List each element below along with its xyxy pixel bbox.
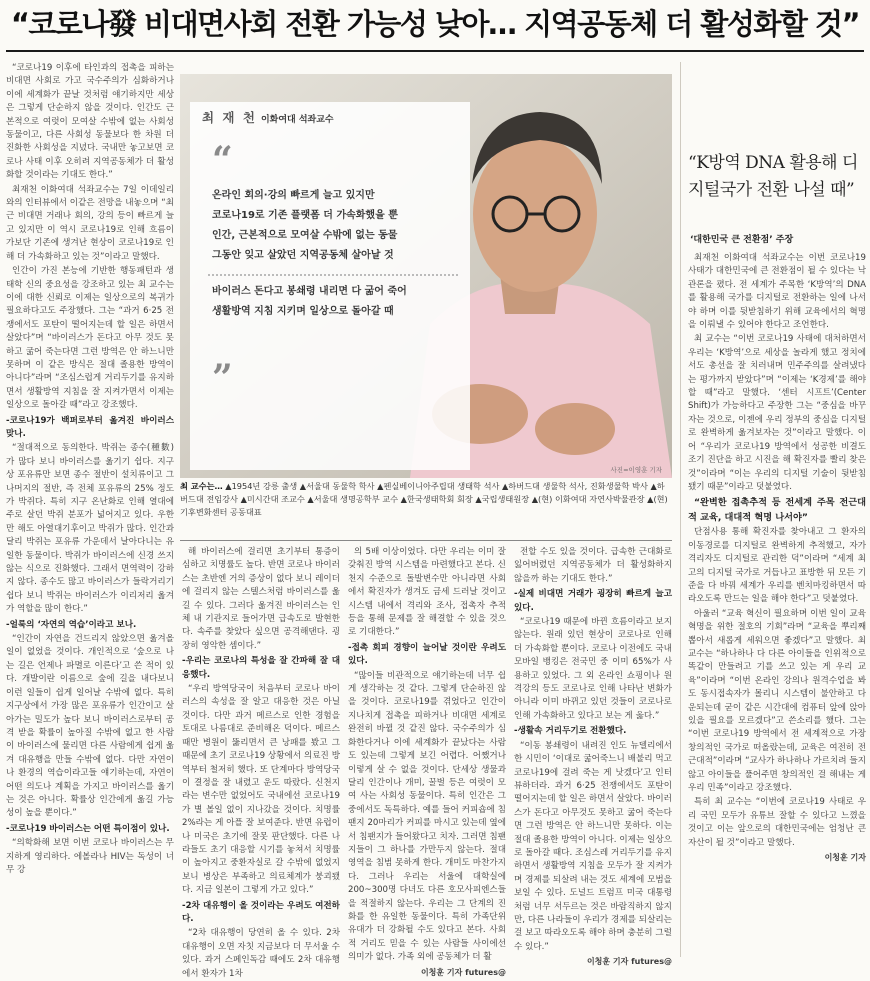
paragraph: 해 바이러스에 걸리면 초기부터 통증이 심하고 치명률도 높다. 반면 코로나 바이러스는 초반엔 거의 증상이 없다 보니 레이더에 걸리지 않는 스텔스처럼 바이러스를 옮길 수 있다. 그러다 옮겨진 바이러스는 인체 내 기관지로 들어가면 급속도로 발현한다. 속주를 찾았다 싶으면 공격해댄다. 굉장히 영악한 셈이다.” <box>182 547 340 651</box>
paragraph: “우리 방역당국이 처음부터 코로나 바이러스의 속성을 잘 알고 대응한 것은 아닐 것이다. 다만 과거 메르스로 인한 경험을 토대로 나름대로 준비해온 덕이다. 메르스 때만 병원이 뚫리면서 큰 낭패를 봤고 그 때문에 초기 코로나19 상황에서 의료진 방역부터 철저히 했다. 또 단계마다 방역당국이 결정을 잘 내렸고 운도 따랐다. 신천지라는 변수만 없었어도 국내에선 코로나19가 별 볼일 없이 지나갔을 것이다. 치명률 2%라는 게 아플 잘 보여준다. 반면 유럽이나 미국은 초기에 잘못 판단했다. 다른 나라들도 초기 대응할 시기를 놓쳐서 치명률이 높아지고 중환자실로 갈 수밖에 없었지 보니 병상은 부족하고 의료체계가 붕괴됐다. 지금 일본이 그렇게 가고 있다.” <box>182 684 340 896</box>
quote-line: 온라인 회의·강의 빠르게 늘고 있지만 <box>212 190 375 201</box>
question-subhead: -코로나19 바이러스는 어떤 특이점이 있나. <box>6 823 170 834</box>
paragraph: “코로나19 이후에 타인과의 접촉을 피하는 비대면 사회로 가고 국수주의가 심화하거나 이에 세계화가 끝날 것처럼 얘기하지만 세상은 그렇게 단순하지 않을 것이다. 인간도 근본적으로 여럿이 모여살 수밖에 없는 사회성 동물이고, 다른 사회성 동물보다 한 차원 더 진화한 사회성을 지녔다. 국내만 놓고보면 코로나 사태 이후 오히려 지역공동체가 더 활성화할 것이라는 기대도 한다.” <box>6 63 174 181</box>
headline-rule <box>6 50 864 52</box>
column-divider <box>680 62 681 957</box>
article-column-3 <box>348 546 506 977</box>
paragraph: “2차 대유행이 당연히 올 수 있다. 2차 대유행이 오면 자칫 지금보다 더 무서울 수 있다. 과거 스페인독감 때에도 2차 대유행에서 환자가 1차 <box>182 928 340 979</box>
paragraph: “의학화해 보면 이번 코로나 바이러스는 무지하게 영리하다. 에볼라나 HIV는 독성이 너무 강 <box>6 838 174 875</box>
interviewee-name: 최 재 천 이화여대 석좌교수 <box>202 110 334 125</box>
headline: “코로나發 비대면사회 전환 가능성 낮아… 지역공동체 더 활성화할 것” <box>10 7 860 41</box>
quote-close-icon: ” <box>212 357 233 399</box>
photo-credit: 사진=이영훈 기자 <box>610 466 662 474</box>
paragraph: “절대적으로 동의한다. 박쥐는 종수(種數)가 많다 보니 바이러스를 옮기기 쉽다. 지구상 포유류만 보면 종수 절반이 설치류이고 그 나머지의 절반, 즉 전체 포유류의 25% 정도가 박쥐다. 특히 지구 온난화로 인해 열대에 주로 살던 박쥐 분포가 넓어지고 있다. 우한만 해도 아열대기후이고 박쥐가 많다. 인간과 달리 박쥐는 포유류 가운데서 날아다니는 유일한 동물이다. 박쥐가 바이러스에 신경 쓰지 않는 식으로 진화했다. 그래서 면역력이 강하지 않다. 종수도 많고 바이러스가 들락거리기 쉽다 보니 박쥐는 바이러스가 이리저리 옮겨가 역할을 많이 한다.” <box>6 443 174 615</box>
paragraph: “코로나19 때문에 바뀐 흐름이라고 보지 않는다. 원래 있던 현상이 코로나로 인해 더 가속화할 뿐이다. 코로나 이전에도 국내 모바일 뱅킹은 전국민 중 이미 65%가 사용하고 있었다. 그 외 온라인 쇼핑이나 원격강의 등도 코로나로 인해 나타난 변화가 아니라 이미 바뀌고 있던 것들이 코로나로 인해 가속화하고 있다고 보는 게 옳다.” <box>514 617 672 721</box>
paragraph: 의 5배 이상이었다. 다만 우리는 이미 잘 갖춰진 방역 시스템을 마련했다고 본다. 신천지 수준으로 돌발변수만 아니라면 사회에서 확진자가 생겨도 금세 드러날 것이고 시스템 내에서 격리와 조사, 접촉자 추적 등을 통해 문제를 잘 해결할 수 있을 것으로 기대한다.” <box>348 547 506 638</box>
quote-line: 그동안 잊고 살았던 지역공동체 살아날 것 <box>212 250 394 261</box>
paragraph: 최재천 이화여대 석좌교수는 7일 이데일리와의 인터뷰에서 이같은 전망을 내놓으며 “최근 비대면 거래나 회의, 강의 등이 빠르게 늘고 있지만 이 역시 코로나19로 인해 흐름이 가보단 기존에 생겨난 현상이 코로나19로 인해 더 가속화하고 있는 것”이라고 말했다. <box>6 184 174 262</box>
bio-text: ▲1954년 강릉 출생 ▲서울대 동물학 학사 ▲펜실베이니아주립대 생태학 석사 ▲하버드대 생물학 석사, 진화생물학 박사 ▲하버드대 전임강사 ▲미시간대 조교수 ▲서울대 생명공학부 교수 ▲한국생태학회 회장 ▲국립생태원장 ▲(현) 이화여대 자연사박물관장 ▲(현) 기후변화센터 공동대표 <box>180 481 668 517</box>
question-subhead: -접촉 회피 경향이 늘어날 것이란 우려도 있다. <box>348 642 506 667</box>
question-subhead: -얼룩의 ‘자연의 역습’이라고 보나. <box>6 619 137 630</box>
question-subhead: -우리는 코로나의 특성을 잘 간파해 잘 대응했다. <box>182 656 340 680</box>
question-subhead: -실제 비대면 거래가 굉장히 빠르게 늘고 있다. <box>514 589 672 613</box>
bio-box <box>180 480 672 538</box>
byline: 이청훈 기자 futures@ <box>586 957 672 967</box>
question-subhead: -코로나19가 백퍼로부터 옮겨진 바이러스 맞나. <box>6 415 174 439</box>
byline: 이청훈 기자 <box>824 853 866 863</box>
paragraph: “많이들 비관적으로 얘기하는데 너무 쉽게 생각하는 것 같다. 그렇게 단순하진 않을 것이다. 코로나19를 겪었다고 인간이 지나치게 접촉을 피하거나 비대면 세계로 완전히 바뀔 것 같진 않다. 국수주의가 심화한다거나 이에 세계화가 끝났다는 사람도 있는데 그렇게 보긴 어렵다. 어쨌거나 이렇게 살 수 없을 것이다. 단세상 생물과 달리 인간이나 개미, 꿀벌 등은 여럿이 모여 사는 사회성 동물이다. 특히 인간은 그중에서도 독특하다. 예를 들어 커피숍에 침팬지 20마리가 커피를 마시고 있는데 옆에서 침팬지가 들어왔다고 치자. 그러면 침팬지들이 그 하나를 가만두지 않는다. 절대 영역을 침범 못하게 한다. 개미도 마찬가지다. 그러나 우리는 서울에 대학실에 200~300명 다녀도 다른 호모사피엔스들을 적절하지 않는다. 우리는 그 단계의 진화를 한 유일한 동물이다. 특히 가족단위 유대가 더 강화될 수도 있다고 본다. 사회적 거리도 믿을 수 있는 사람들 사이에선 의미가 없다. 가족 외에 공동체가 더 활 <box>348 670 506 963</box>
quote-line: 생활방역 지침 지키며 일상으로 돌아갈 때 <box>212 306 394 317</box>
side-headline: “K방역 DNA 활용해 디지털국가 전환 나설 때” <box>688 153 858 200</box>
quote-open-icon: “ <box>212 139 233 181</box>
question-subhead: -2차 대유행이 올 것이라는 우려도 여전하다. <box>182 900 340 924</box>
quote-block-1 <box>212 186 462 266</box>
quote-line: 인간, 근본적으로 모여살 수밖에 없는 동물 <box>212 230 398 241</box>
side-subhead: ‘대한민국 큰 전환점’ 주장 <box>690 235 794 245</box>
question-subhead: -생활속 거리두기로 전환했다. <box>514 726 627 737</box>
paragraph: 특히 최 교수는 “이번에 코로나19 사태로 우리 국민 모두가 유튜브 잘할 수 있다고 느꼈을 것이고 이는 앞으로의 대한민국에는 엄청난 큰 자산이 될 것”이라고 말했다. <box>688 797 866 848</box>
quote-panel <box>190 102 470 470</box>
dotted-divider <box>208 274 458 276</box>
article-column-4 <box>514 546 672 967</box>
bio-label: 최 교수는… <box>180 481 223 491</box>
paragraph: 인간이 가진 본능에 기반한 행동패턴과 생태학 신의 중요성을 강조하고 있는 최 교수는 이에 대한 신뢰로 이제는 일상으로의 복귀가 필요하다고도 주장했다. 그는 “과거 6·25 전쟁에서도 포탄이 떨어지는데 할 일은 하면서 살았다”며 “바이러스가 돈다고 아무 것도 못하고 굶어 죽는다면 그런 방역은 안 하느니만 못하며 이 같은 방식은 절대 졸용한 방역이 아니다”라며 “조심스럽게 거리두기를 유지하면서 생활방역 지침을 잘 지켜가면서 이제는 일상으로 돌아갈 때”라고 강조했다. <box>6 266 174 411</box>
article-column-1 <box>6 62 174 962</box>
paragraph: 최 교수는 “이번 코로나19 사태에 대처하면서 우리는 ‘K방역’으로 세상을 놀라게 했고 정치에서도 총선을 잘 치러내며 민주주의를 살려냈다는 평가까지 받았다”며 “이제는 ‘K경제’를 해야 할 때”라고 말했다. ‘센터 시프트’(Center Shift)가 가능하다고 주장한 그는 “중심을 바꾸자는 것으로, 이젠에 우리 정부의 중심을 디지털로 완벽하게 옮겨보자는 것”이라고 말했다. 이어 “우리가 코로나19 방역에서 성공한 비결도 조기 진단을 하고 시진을 해 확진자를 빨리 찾은 것”이라며 “이는 우리의 디지털 기술이 뒷받침됐기 때문”이라고 덧붙였다. <box>688 334 866 492</box>
paragraph: 아울러 “교육 혁신이 필요하며 이번 일이 교육 혁명을 위한 절호의 기회”라며 “교육을 뿌리째 뽑아서 새롭게 세워으면 좋겠다”고 말했다. 최 교수는 “하나하나 다 다른 아이들을 인위적으로 똑같이 만들려고 기를 쓰고 있는 게 우리 교육”이라며 “이번 온라인 강의나 원격수업을 봐도 동시접속자가 몰리니 시스템이 불안하고 다운되는데 굳이 같은 시간대에 컴퓨터 앞에 앉아있을 필요를 모르겠다”고 쓴소리를 했다. 그는 “이번 코로나19 방역에서 전 세계적으로 가장 창의적인 국가로 떠올랐는데, 교육은 여전히 전근대적”이라며 “교사가 하나하나 가르치려 들지 않고 아이들을 풀어주면 창의적인 걸 해내는 게 우리 민족”이라고 강조했다. <box>688 608 866 794</box>
quote-block-2 <box>212 282 462 322</box>
bio-rule <box>180 540 672 541</box>
byline: 이청훈 기자 futures@ <box>420 967 506 977</box>
paragraph: 단점사용 통해 확진자를 찾아내고 그 환자의 이동경로를 디지털로 완벽하게 추적했고, 자가격리자도 디지털로 관리한 덕”이라며 “세계 최고의 디지털 국가로 거듭나고 표방한 뒤 모든 기준을 다 바꿔 세계가 우리를 벤치마킹하면서 따라오도록 만드는 일을 해야 한다”고 덧붙였다. <box>688 527 866 605</box>
quote-line: 바이러스 돈다고 봉쇄령 내리면 다 굶어 죽어 <box>212 286 407 297</box>
interviewee-title: 이화여대 석좌교수 <box>260 115 334 125</box>
paragraph: 최재천 이화여대 석좌교수는 이번 코로나19 사태가 대한민국에 큰 전환점이 될 수 있다는 낙관론을 폈다. 전 세계가 주목한 ‘K방역’의 DNA를 활용해 국가를 디지털로 전환하는 일에 나서야 하며 이를 뒷받침하기 위해 교육에서의 혁명을 이뤄낼 수 있어야 한다고 조언한다. <box>688 253 866 331</box>
paragraph: 전할 수도 있을 것이다. 급속한 근대화로 잃어버렸던 지역공동체가 더 활성화하지 않을까 하는 기대도 한다.” <box>514 547 672 584</box>
paragraph: “인간이 자연을 건드리지 않았으면 옮겨올 일이 없었을 것이다. 개인적으로 ‘숲으로 나는 길은 언제나 파멸로 이른다’고 쓴 적이 있다. 개발이란 이름으로 숲에 길을 내다보니 이런 일들이 쉽게 일어날 수밖에 없다. 특히 지구상에서 가장 많은 포유류가 인간이고 살아가는 밀도가 높다 보니 바이러스로부터 공격 받을 확률이 높아질 수밖에 없고 한 사람이 바이러스에 물리면 다른 사람에게 쉽게 옮겨 대유행을 만들 수밖에 없다. 다만 자연이나 환경의 역습이라고들 얘기하는데, 자연이 어떤 의도나 계획을 가지고 바이러스를 옮기는 것은 아니다. 확률상 인간에게 옮길 가능성이 높을 뿐이다.” <box>6 634 174 819</box>
feature-photo-box <box>180 74 672 478</box>
quote-line: 코로나19로 기존 플랫폼 더 가속화했을 뿐 <box>212 210 398 221</box>
side-inline-subhead: “완벽한 접촉추적 등 전세계 주목 전근대적 교육, 대대적 혁명 나서야” <box>688 497 866 524</box>
article-column-2 <box>182 546 340 979</box>
side-article <box>688 252 866 962</box>
paragraph: “이동 봉쇄령이 내려진 인도 뉴델리에서 한 시민이 ‘이대로 굶어죽느니 배불리 먹고 코로나19에 걸려 죽는 게 낫겠다’고 인터뷰하더라. 과거 6·25 전쟁에서도 포탄이 떨어지는데 할 일은 하면서 살았다. 바이러스가 돈다고 아무것도 못하고 굶어 죽는다면 그런 방역은 안 하느니만 못하다. 이는 절대 졸용한 방역이 아니다. 이제는 일상으로 돌아갈 때다. 조심스레 거리두기를 유지하면서 생활방역 지침을 모두가 잘 지켜가며 경제를 되살려 내는 것도 세계에 모범을 보일 수 있다. 도널드 트럼프 미국 대통령처럼 너무 서두르는 것은 바람직하지 않지만, 다른 나라들이 우리가 경제를 되살리는 걸 보고 따라오도록 해야 하며 충분히 그럴 수 있다.” <box>514 740 672 952</box>
